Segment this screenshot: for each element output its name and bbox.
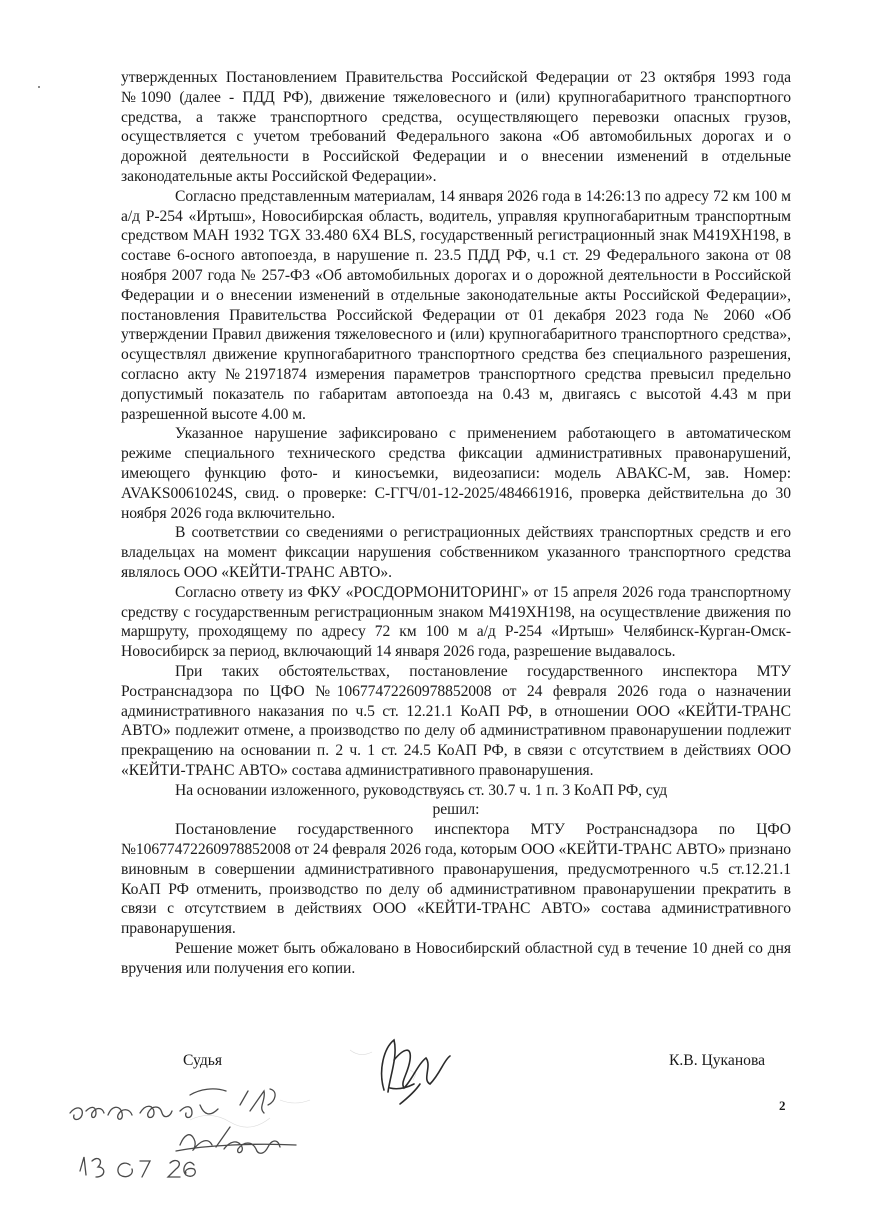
page-number: 2 [779,1098,786,1113]
paragraph-5: Согласно ответу из ФКУ «РОСДОРМОНИТОРИНГ» от 15 апреля 2026 года транспортному средству с государственным регистрационным знаком М419ХН198, на осуществление движения по маршруту, проходящему по адресу 72 км 100 м а/д Р-254 «Иртыш» Челябинск-Курган-Омск-Новосибирск за период, включающий 14 января 2026 года, разрешение выдавалось. [121,583,791,661]
paragraph-3: Указанное нарушение зафиксировано с применением работающего в автоматическом режиме специального технического средства фиксации административных правонарушений, имеющего функцию фото- и киносъемки, видеозаписи: модель АВАКС-М, зав. Номер: AVAKS0061024S, свид. о проверке: С-ГГЧ/01-12-2025/484661916, проверка действительна до 30 ноября 2026 года включительно. [121,425,791,522]
paragraph-1: утвержденных Постановлением Правительства Российской Федерации от 23 октября 1993 года №1090 (далее - ПДД РФ), движение тяжеловесного и (или) крупногабаритного транспортного средства, а также транспортного средства, осуществляющего перевозки опасных грузов, осуществляется с учетом требований Федерального закона «Об автомобильных дорогах и о дорожной деятельности в Российской Федерации и о внесении изменений в отдельные законодательные акты Российской Федерации». [121,69,791,185]
paragraph-4: В соответствии со сведениями о регистрационных действиях транспортных средств и его владельцах на момент фиксации нарушения собственником указанного транспортного средства являлось ООО «КЕЙТИ-ТРАНС АВТО». [121,524,791,581]
judge-label: Судья [183,1052,223,1069]
paragraph-appeal: Решение может быть обжаловано в Новосибирский областной суд в течение 10 дней со дня вручения или получения его копии. [121,940,791,977]
paragraph-2: Согласно представленным материалам, 14 января 2026 года в 14:26:13 по адресу 72 км 100 м а/д Р-254 «Иртыш», Новосибирская область, водитель, управляя крупногабаритным транспортным средством МАН 1932 TGX 33.480 6X4 BLS, государственный регистрационный знак М419ХН198, в составе 6-осного автопоезда, в нарушение п. 23.5 ПДД РФ, ч.1 ст. 29 Федерального закона от 08 ноября 2007 года № 257-ФЗ «Об автомобильных дорогах и о дорожной деятельности в Российской Федерации и о внесении изменений в отдельные законодательные акты Российской Федерации», постановления Правительства Российской Федерации от 01 декабря 2023 года № 2060 «Об утверждении Правил движения тяжеловесного и (или) крупногабаритного транспортного средства», осуществлял движение крупногабаритного транспортного средства без специального разрешения, согласно акту №21971874 измерения параметров транспортного средства превысил предельно допустимый показатель по габаритам автопоезда на 0.43 м, двигаясь с высотой 4.43 м при разрешенной высоте 4.00 м. [121,187,791,423]
document-body [121,68,791,979]
scan-speck [38,86,40,88]
decision-heading: решил: [432,801,480,819]
judge-signature [370,1030,460,1115]
handwritten-stamp [60,1075,360,1205]
paragraph-6: При таких обстоятельствах, постановление государственного инспектора МТУ Ространснадзора по ЦФО №10677472260978852008 от 24 февраля 2026 года о назначении административного наказания по ч.5 ст. 12.21.1 КоАП РФ, в отношении ООО «КЕЙТИ-ТРАНС АВТО» подлежит отмене, а производство по делу об административном правонарушении подлежит прекращению на основании п. 2 ч. 1 ст. 24.5 КоАП РФ, в связи с отсутствием в действиях ООО «КЕЙТИ-ТРАНС АВТО» состава административного правонарушения. [121,662,791,779]
paragraph-7: На основании изложенного, руководствуясь ст. 30.7 ч. 1 п. 3 КоАП РФ, суд [175,781,668,799]
judge-name: К.В. Цуканова [669,1052,766,1069]
paragraph-decision: Постановление государственного инспектора МТУ Ространснадзора по ЦФО №10677472260978852008 от 24 февраля 2026 года, которым ООО «КЕЙТИ-ТРАНС АВТО» признано виновным в совершении административного правонарушения, предусмотренного ч.5 ст.12.21.1 КоАП РФ отменить, производство по делу об административном правонарушении прекратить в связи с отсутствием в действиях ООО «КЕЙТИ-ТРАНС АВТО» состава административного правонарушения. [121,821,791,938]
